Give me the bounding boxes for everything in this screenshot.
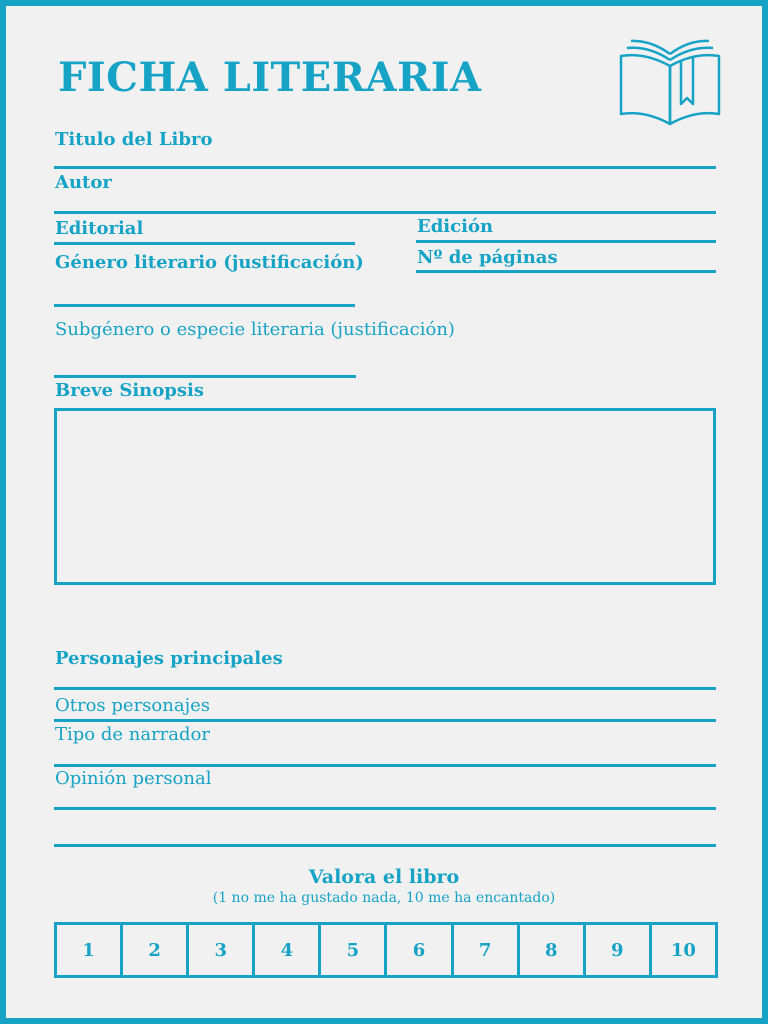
label-genero: Género literario (justificación): [55, 252, 364, 273]
label-otros: Otros personajes: [55, 695, 211, 716]
rating-cell-4[interactable]: 4: [255, 925, 321, 975]
label-opinion: Opinión personal: [55, 768, 212, 789]
input-line-titulo[interactable]: [54, 166, 716, 169]
label-personajes: Personajes principales: [55, 648, 283, 669]
input-line-genero[interactable]: [54, 304, 355, 307]
rating-cell-2[interactable]: 2: [123, 925, 189, 975]
input-line-paginas[interactable]: [416, 270, 716, 273]
label-narrador: Tipo de narrador: [55, 724, 210, 745]
rating-cell-6[interactable]: 6: [387, 925, 453, 975]
rating-cell-7[interactable]: 7: [454, 925, 520, 975]
label-paginas: Nº de páginas: [417, 247, 558, 268]
input-line-subgenero[interactable]: [54, 375, 356, 378]
input-line-personajes[interactable]: [54, 687, 716, 690]
rating-scale: [54, 922, 718, 978]
rating-cell-9[interactable]: 9: [586, 925, 652, 975]
label-edicion: Edición: [417, 216, 494, 237]
input-line-editorial[interactable]: [54, 242, 355, 245]
input-line-opinion[interactable]: [54, 807, 716, 810]
label-titulo: Titulo del Libro: [55, 129, 213, 150]
rating-subtitle: (1 no me ha gustado nada, 10 me ha encantado): [212, 890, 556, 906]
rating-cell-1[interactable]: 1: [57, 925, 123, 975]
rating-cell-3[interactable]: 3: [189, 925, 255, 975]
rating-cell-8[interactable]: 8: [520, 925, 586, 975]
open-book-icon: [613, 34, 727, 130]
label-editorial: Editorial: [55, 218, 144, 239]
label-sinopsis: Breve Sinopsis: [55, 380, 204, 401]
input-line-autor[interactable]: [54, 211, 716, 214]
input-line-opinion-2[interactable]: [54, 844, 716, 847]
rating-cell-10[interactable]: 10: [670, 939, 696, 961]
rating-title: Valora el libro: [308, 866, 460, 888]
synopsis-textarea[interactable]: [54, 408, 716, 585]
page-title: FICHA LITERARIA: [58, 54, 482, 101]
input-line-otros[interactable]: [54, 719, 716, 722]
label-subgenero: Subgénero o especie literaria (justificación): [55, 319, 455, 340]
input-line-narrador[interactable]: [54, 764, 716, 767]
rating-cell-5[interactable]: 5: [321, 925, 387, 975]
input-line-edicion[interactable]: [416, 240, 716, 243]
label-autor: Autor: [55, 172, 112, 193]
